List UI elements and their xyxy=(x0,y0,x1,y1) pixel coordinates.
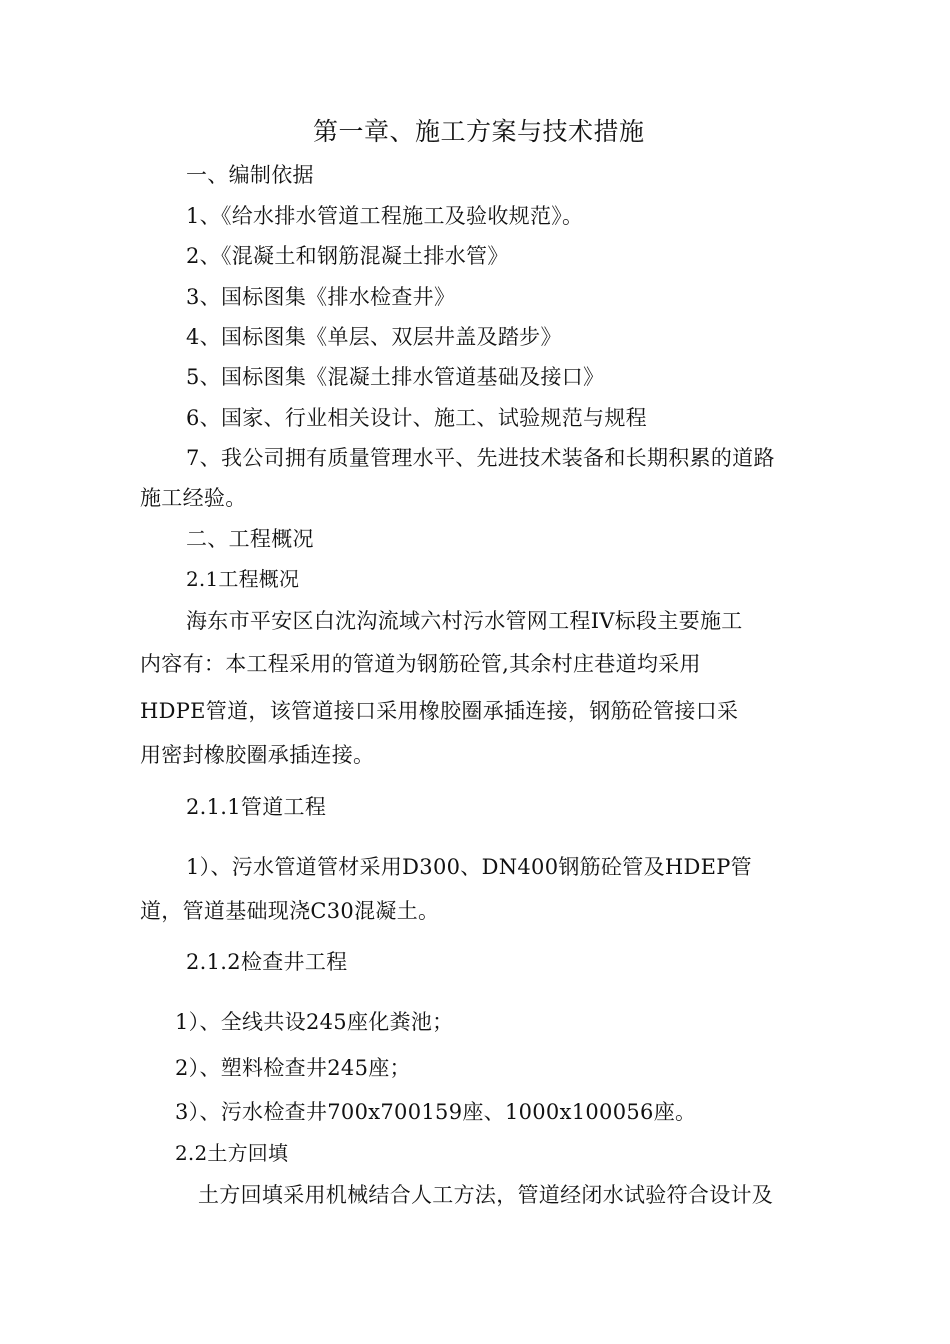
well-item-3: 3）、污水检查井700x700159座、1000x100056座。 xyxy=(175,1100,697,1124)
subheading-2-1-1: 2.1.1管道工程 xyxy=(186,795,327,819)
overview-line-3: HDPE管道，该管道接口采用橡胶圈承插连接，钢筋砼管接口采 xyxy=(140,699,739,723)
overview-line-2: 内容有：本工程采用的管道为钢筋砼管,其余村庄巷道均采用 xyxy=(140,652,701,676)
pipe-line-2: 道，管道基础现浇C30混凝土。 xyxy=(140,899,440,923)
basis-item-1: 1、《给水排水管道工程施工及验收规范》。 xyxy=(186,204,584,228)
basis-item-4: 4、国标图集《单层、双层井盖及踏步》 xyxy=(186,325,562,349)
subheading-2-2: 2.2土方回填 xyxy=(175,1141,289,1165)
overview-line-1: 海东市平安区白沈沟流域六村污水管网工程IV标段主要施工 xyxy=(186,609,743,633)
subheading-2-1: 2.1工程概况 xyxy=(186,567,300,591)
overview-line-4: 用密封橡胶圈承插连接。 xyxy=(140,743,375,767)
chapter-title: 第一章、施工方案与技术措施 xyxy=(313,117,645,146)
basis-item-7-line-2: 施工经验。 xyxy=(140,486,247,510)
basis-item-5: 5、国标图集《混凝土排水管道基础及接口》 xyxy=(186,365,605,389)
section-heading-basis: 一、编制依据 xyxy=(186,163,314,187)
basis-item-6: 6、国家、行业相关设计、施工、试验规范与规程 xyxy=(186,406,647,430)
subheading-2-1-2: 2.1.2检查井工程 xyxy=(186,950,348,974)
basis-item-2: 2、《混凝土和钢筋混凝土排水管》 xyxy=(186,244,509,268)
well-item-1: 1）、全线共设245座化粪池； xyxy=(175,1010,454,1034)
basis-item-7-line-1: 7、我公司拥有质量管理水平、先进技术装备和长期积累的道路 xyxy=(186,446,775,470)
backfill-line-1: 土方回填采用机械结合人工方法，管道经闭水试验符合设计及 xyxy=(198,1183,774,1207)
well-item-2: 2）、塑料检查井245座； xyxy=(175,1056,411,1080)
section-heading-overview: 二、工程概况 xyxy=(186,527,314,551)
pipe-line-1: 1）、污水管道管材采用D300、DN400钢筋砼管及HDEP管 xyxy=(186,855,752,879)
basis-item-3: 3、国标图集《排水检查井》 xyxy=(186,285,456,309)
